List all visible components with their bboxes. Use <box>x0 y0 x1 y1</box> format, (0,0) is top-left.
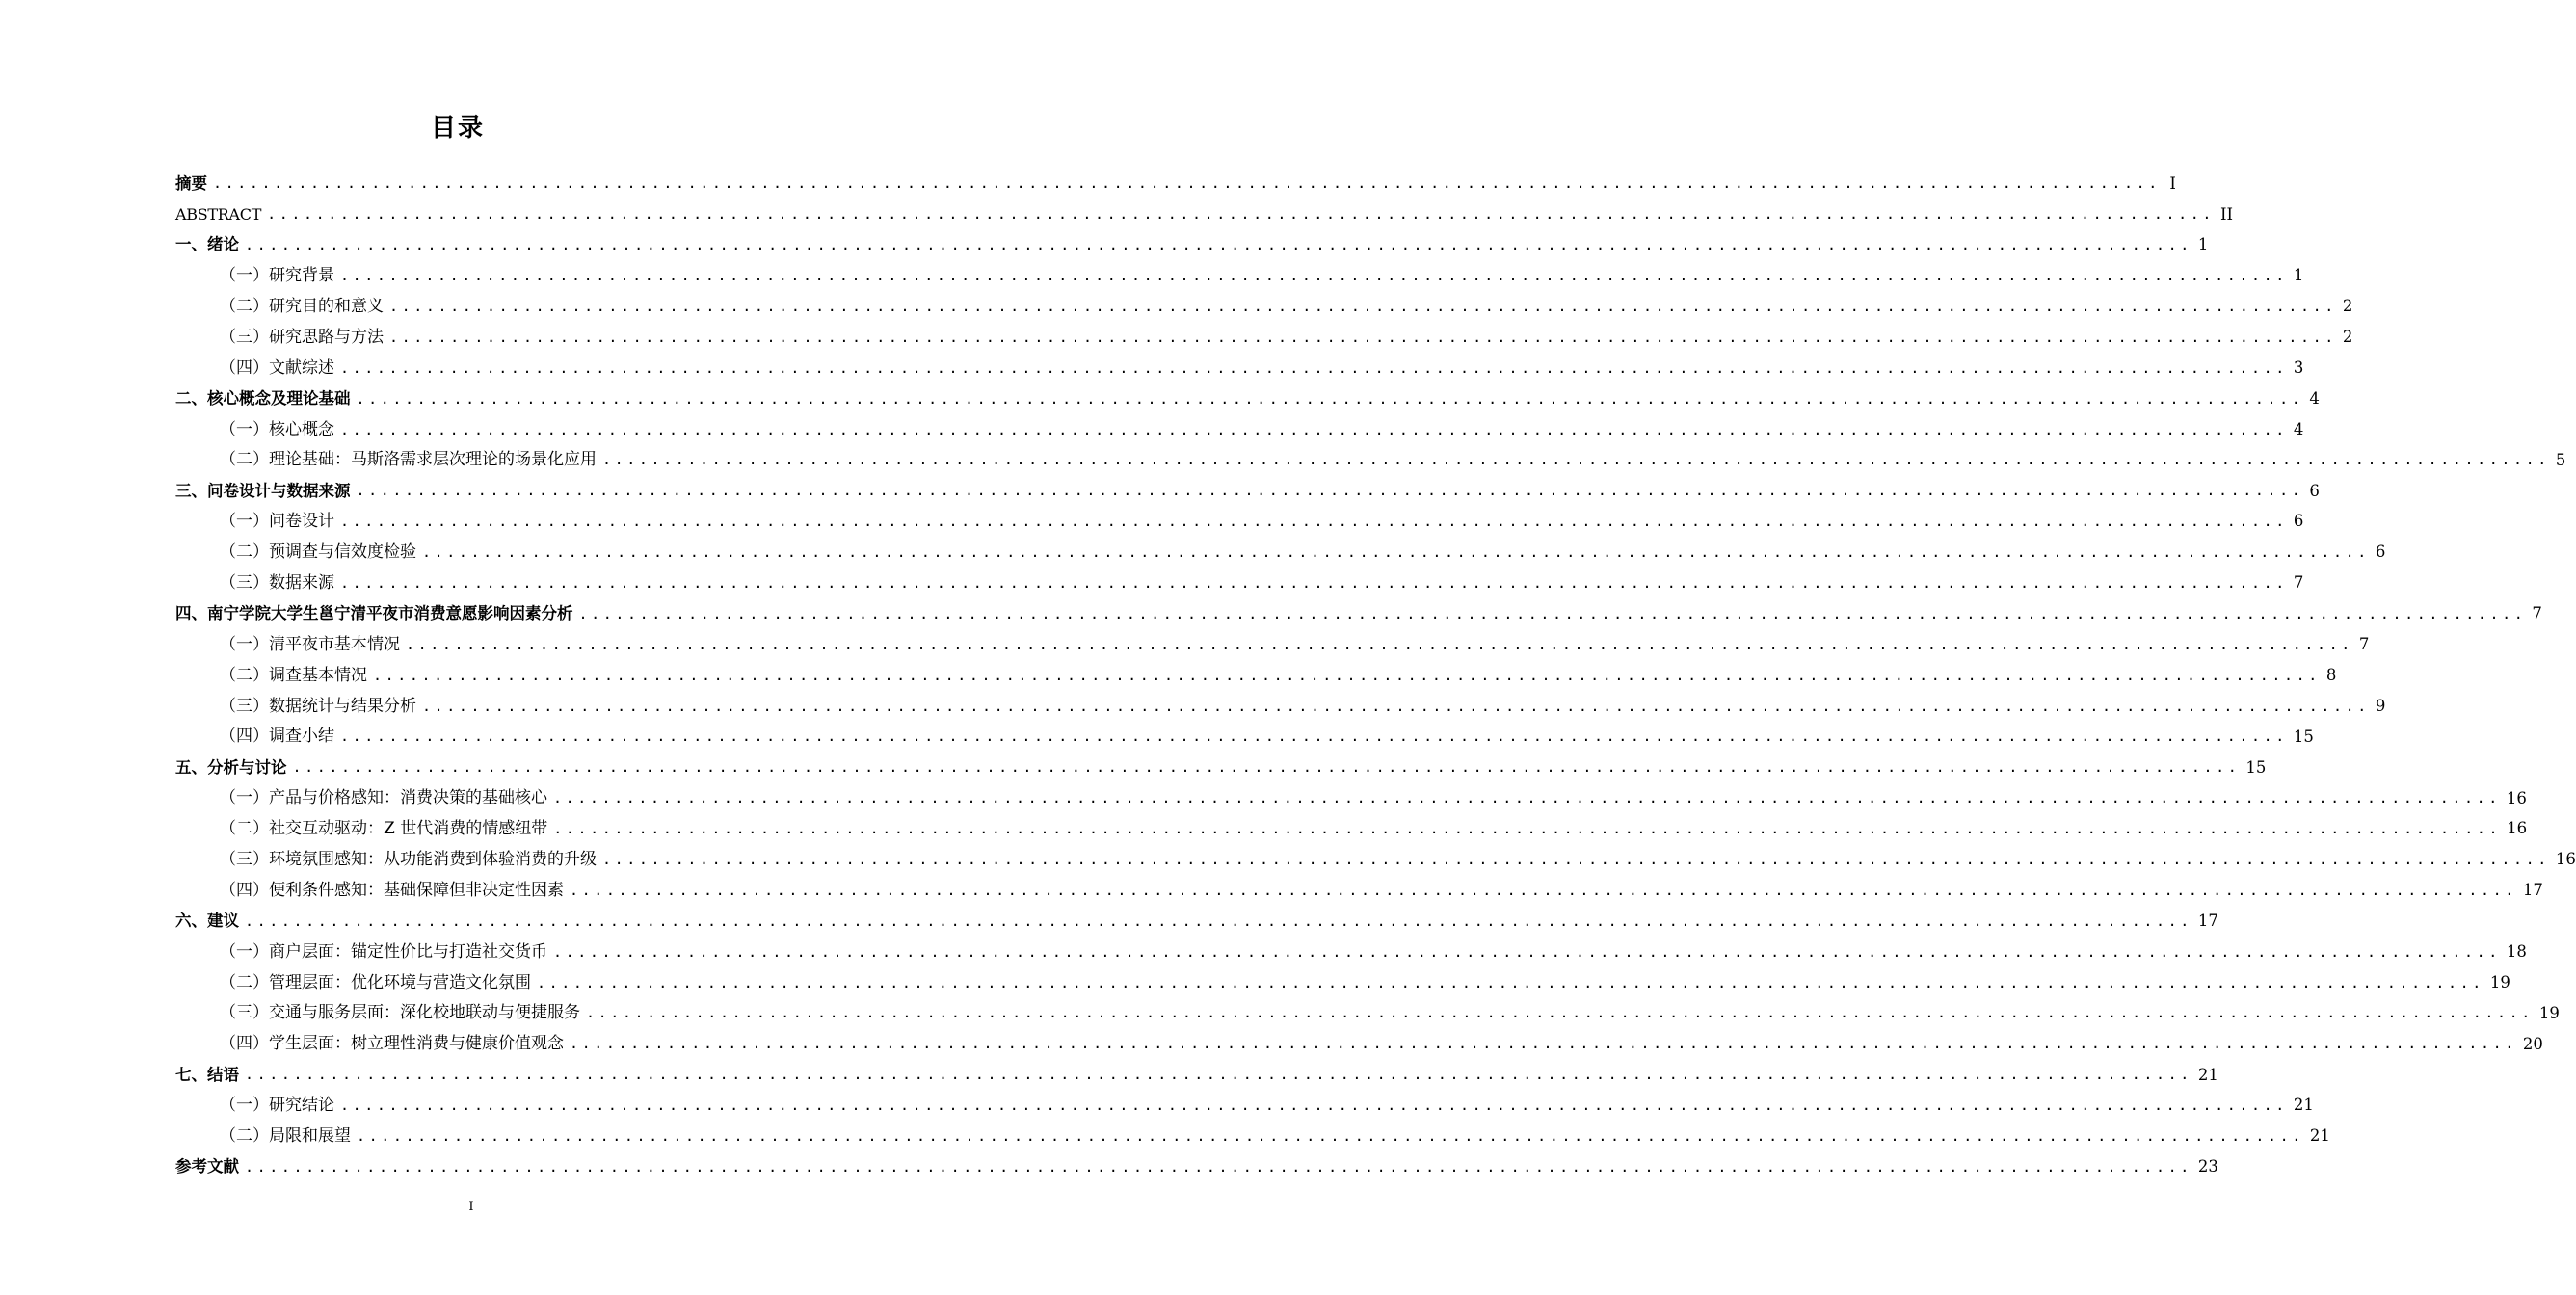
dot-leader: ................................................................................................................................................................ <box>537 973 2484 991</box>
toc-entry-page-number: 18 <box>2506 941 2527 961</box>
dot-leader: ................................................................................................................................................................ <box>406 635 2353 653</box>
dot-leader: ................................................................................................................................................................ <box>602 451 2550 469</box>
toc-entry-page-number: II <box>2219 204 2234 224</box>
toc-entry-page-number: 7 <box>2358 635 2370 654</box>
toc-entry-label: （三）环境氛围感知：从功能消费到体验消费的升级 <box>220 850 597 870</box>
toc-entry-page-number: 16 <box>2507 819 2528 838</box>
toc-entry[interactable] <box>175 322 2353 353</box>
toc-entry-page-number: 6 <box>2375 542 2386 562</box>
dot-leader: ................................................................................................................................................................ <box>340 267 2288 285</box>
dot-leader: ................................................................................................................................................................ <box>245 912 2192 930</box>
toc-entry-page-number: 16 <box>2555 850 2576 869</box>
toc-entry[interactable] <box>175 906 2218 937</box>
dot-leader: ................................................................................................................................................................ <box>267 205 2215 224</box>
toc-entry[interactable] <box>175 629 2370 660</box>
toc-entry-page-number: 21 <box>2197 1065 2218 1084</box>
dot-leader: ................................................................................................................................................................ <box>570 1035 2517 1053</box>
toc-entry-label: （三）数据统计与结果分析 <box>220 696 416 716</box>
toc-entry[interactable] <box>175 722 2314 753</box>
dot-leader: ................................................................................................................................................................ <box>357 1127 2304 1146</box>
toc-entry[interactable] <box>175 1060 2218 1091</box>
toc-entry-page-number: I <box>2169 173 2176 193</box>
toc-entry-label: （二）调查基本情况 <box>220 665 367 685</box>
toc-list <box>175 169 2576 1182</box>
dot-leader: ................................................................................................................................................................ <box>373 666 2321 684</box>
dot-leader: ................................................................................................................................................................ <box>245 1066 2192 1084</box>
toc-entry-label: （二）社交互动驱动：Z 世代消费的情感纽带 <box>220 819 548 839</box>
toc-entry-label: 参考文献 <box>175 1157 239 1176</box>
toc-entry-label: （一）产品与价格感知：消费决策的基础核心 <box>220 788 547 808</box>
dot-leader: ................................................................................................................................................................ <box>356 389 2304 408</box>
toc-entry-page-number: 19 <box>2489 972 2510 991</box>
toc-entry[interactable] <box>175 1091 2314 1122</box>
toc-entry[interactable] <box>175 199 2234 230</box>
toc-entry-label: （四）便利条件感知：基础保障但非决定性因素 <box>220 880 564 900</box>
dot-leader: ................................................................................................................................................................ <box>602 851 2550 869</box>
toc-entry-page-number: 15 <box>2293 727 2314 746</box>
toc-entry[interactable] <box>175 660 2337 691</box>
toc-entry[interactable] <box>175 261 2304 292</box>
toc-entry-page-number: 4 <box>2309 388 2320 408</box>
toc-entry-page-number: 2 <box>2342 328 2353 347</box>
toc-entry-label: （一）研究背景 <box>220 266 334 286</box>
dot-leader: ................................................................................................................................................................ <box>340 420 2288 438</box>
toc-entry-page-number: 16 <box>2506 788 2527 807</box>
toc-entry-label: （二）局限和展望 <box>220 1126 351 1147</box>
toc-entry[interactable] <box>175 937 2527 967</box>
toc-entry-label: （二）管理层面：优化环境与营造文化氛围 <box>220 972 531 992</box>
toc-entry-label: （一）清平夜市基本情况 <box>220 634 400 654</box>
toc-entry-label: （四）学生层面：树立理性消费与健康价值观念 <box>220 1034 564 1054</box>
toc-entry[interactable] <box>175 783 2527 814</box>
toc-entry-label: （二）理论基础：马斯洛需求层次理论的场景化应用 <box>220 450 597 470</box>
toc-entry[interactable] <box>175 538 2386 568</box>
dot-leader: ................................................................................................................................................................ <box>553 820 2502 838</box>
toc-entry-label: 三、问卷设计与数据来源 <box>175 481 351 500</box>
toc-entry-page-number: 17 <box>2197 912 2218 931</box>
dot-leader: ................................................................................................................................................................ <box>570 881 2517 899</box>
toc-entry[interactable] <box>175 230 2209 261</box>
dot-leader: ................................................................................................................................................................ <box>356 482 2304 500</box>
toc-entry-label: （一）问卷设计 <box>220 512 334 532</box>
toc-entry-label: 四、南宁学院大学生邕宁清平夜市消费意愿影响因素分析 <box>175 604 573 623</box>
toc-entry-page-number: 5 <box>2555 450 2566 469</box>
toc-entry-label: 七、结语 <box>175 1065 239 1084</box>
dot-leader: ................................................................................................................................................................ <box>245 236 2192 254</box>
toc-entry-page-number: 1 <box>2293 266 2304 285</box>
dot-leader: ................................................................................................................................................................ <box>553 789 2501 807</box>
toc-entry-label: （一）商户层面：锚定性价比与打造社交货币 <box>220 941 547 962</box>
toc-entry-page-number: 2 <box>2342 297 2353 316</box>
toc-entry-page-number: 7 <box>2532 604 2542 623</box>
toc-entry-page-number: 8 <box>2325 665 2337 684</box>
toc-entry-page-number: 23 <box>2197 1157 2218 1176</box>
toc-entry-page-number: 9 <box>2375 696 2386 715</box>
dot-leader: ................................................................................................................................................................ <box>389 328 2337 346</box>
toc-entry[interactable] <box>175 845 2576 876</box>
toc-entry-page-number: 19 <box>2538 1003 2560 1022</box>
toc-entry-label: （三）研究思路与方法 <box>220 327 384 347</box>
toc-entry-page-number: 6 <box>2309 481 2320 500</box>
toc-entry[interactable] <box>175 598 2542 629</box>
toc-entry[interactable] <box>175 753 2267 783</box>
toc-entry[interactable] <box>175 1152 2218 1183</box>
toc-entry-label: （二）预调查与信效度检验 <box>220 542 416 563</box>
toc-entry-page-number: 4 <box>2293 419 2304 438</box>
toc-entry[interactable] <box>175 445 2566 476</box>
footer-page-number: I <box>468 1200 474 1214</box>
dot-leader: ................................................................................................................................................................ <box>340 513 2288 531</box>
toc-entry-label: （一）核心概念 <box>220 419 334 439</box>
toc-entry[interactable] <box>175 1122 2330 1152</box>
toc-entry-page-number: 3 <box>2293 358 2304 378</box>
toc-entry[interactable] <box>175 353 2304 383</box>
toc-entry-page-number: 21 <box>2309 1126 2330 1146</box>
toc-entry-label: （四）文献综述 <box>220 357 334 378</box>
toc-entry[interactable] <box>175 814 2528 845</box>
toc-entry-label: 一、绪论 <box>175 235 239 254</box>
toc-entry-label: 二、核心概念及理论基础 <box>175 388 351 408</box>
dot-leader: ................................................................................................................................................................ <box>340 574 2288 593</box>
toc-title: 目录 <box>430 114 485 143</box>
toc-entry[interactable] <box>175 383 2320 414</box>
dot-leader: ................................................................................................................................................................ <box>553 942 2501 961</box>
dot-leader: ................................................................................................................................................................ <box>389 298 2337 315</box>
toc-entry-page-number: 15 <box>2245 757 2267 777</box>
toc-entry-label: 五、分析与讨论 <box>175 757 287 777</box>
dot-leader: ................................................................................................................................................................ <box>586 1004 2534 1022</box>
toc-entry-page-number: 20 <box>2522 1034 2543 1053</box>
toc-entry[interactable] <box>175 691 2386 722</box>
dot-leader: ................................................................................................................................................................ <box>422 697 2370 715</box>
toc-entry[interactable] <box>175 292 2353 323</box>
toc-entry[interactable] <box>175 875 2543 906</box>
toc-entry[interactable] <box>175 169 2176 199</box>
toc-entry-page-number: 21 <box>2293 1096 2314 1115</box>
toc-entry-label: （二）研究目的和意义 <box>220 297 384 316</box>
toc-entry-label: （四）调查小结 <box>220 727 334 747</box>
toc-entry-label: （三）数据来源 <box>220 573 334 594</box>
dot-leader: ................................................................................................................................................................ <box>340 727 2288 746</box>
toc-entry[interactable] <box>175 1029 2543 1060</box>
toc-entry-label: ABSTRACT <box>175 204 262 224</box>
dot-leader: ................................................................................................................................................................ <box>422 543 2370 562</box>
dot-leader: ................................................................................................................................................................ <box>292 758 2241 777</box>
toc-entry[interactable] <box>175 568 2304 599</box>
toc-entry[interactable] <box>175 476 2320 507</box>
toc-entry-page-number: 1 <box>2197 235 2209 254</box>
dot-leader: ................................................................................................................................................................ <box>340 358 2288 377</box>
dot-leader: ................................................................................................................................................................ <box>340 1097 2288 1115</box>
toc-entry-page-number: 17 <box>2522 881 2543 900</box>
dot-leader: ................................................................................................................................................................ <box>578 604 2527 622</box>
toc-entry-page-number: 7 <box>2293 573 2304 593</box>
toc-entry[interactable] <box>175 998 2560 1029</box>
dot-leader: ................................................................................................................................................................ <box>245 1157 2192 1176</box>
toc-entry-label: （一）研究结论 <box>220 1096 334 1116</box>
toc-entry-label: 六、建议 <box>175 912 239 931</box>
toc-entry-page-number: 6 <box>2293 512 2304 531</box>
toc-entry[interactable] <box>175 967 2510 998</box>
toc-entry[interactable] <box>175 414 2304 445</box>
toc-entry[interactable] <box>175 507 2304 538</box>
dot-leader: ................................................................................................................................................................ <box>213 174 2161 193</box>
toc-entry-label: （三）交通与服务层面：深化校地联动与便捷服务 <box>220 1003 580 1023</box>
toc-entry-label: 摘要 <box>175 173 207 193</box>
